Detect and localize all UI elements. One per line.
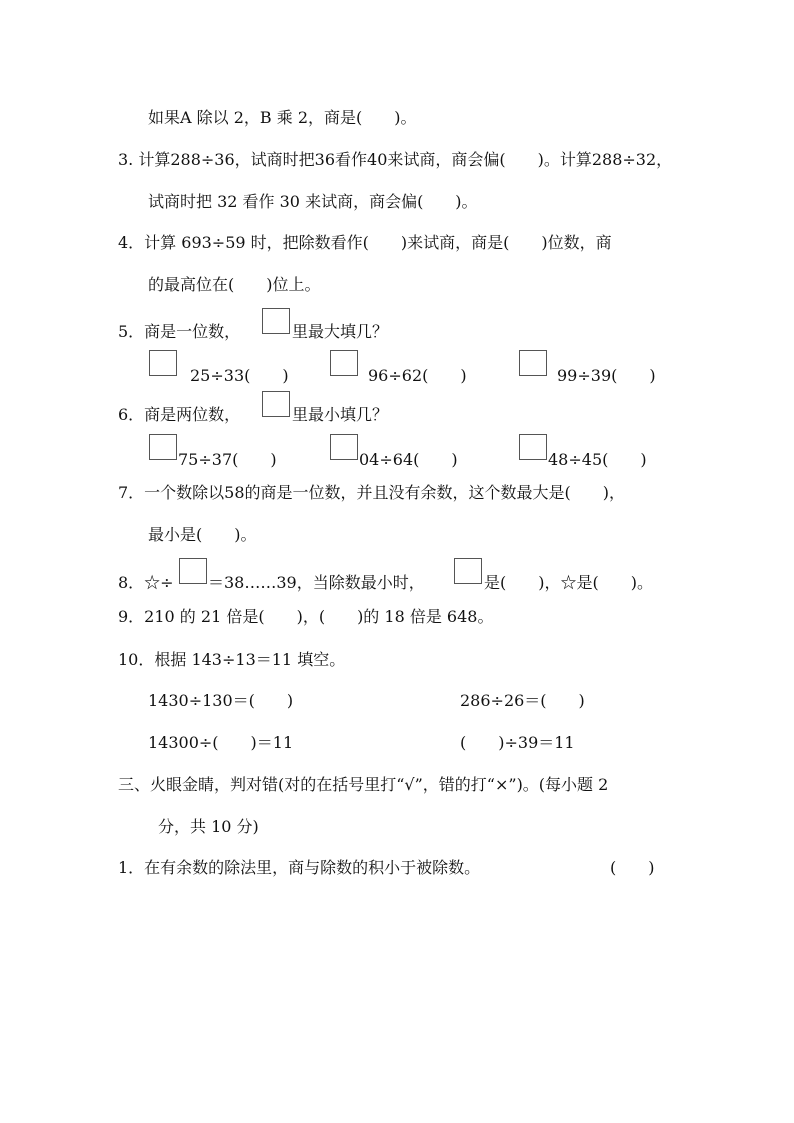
question-6-header-box xyxy=(262,391,290,417)
question-10: 10．根据 143÷13＝11 填空。 xyxy=(118,650,346,669)
question-5-prefix: 5．商是一位数， xyxy=(118,322,241,341)
question-5-box-3 xyxy=(519,350,547,376)
question-6-box-1 xyxy=(149,434,177,460)
question-4-line-2: 的最高位在( )位上。 xyxy=(148,275,321,294)
question-5-box-2 xyxy=(330,350,358,376)
section-3-question-1-answer-paren: ( ) xyxy=(610,858,655,877)
question-9: 9．210 的 21 倍是( )，( )的 18 倍是 648。 xyxy=(118,607,494,626)
question-8-prefix: 8．☆÷ xyxy=(118,573,174,592)
question-10-item-a: 1430÷130＝( ) xyxy=(148,691,294,710)
section-3-heading-line-2: 分，共 10 分) xyxy=(158,817,259,836)
question-6-suffix: 里最小填几？ xyxy=(292,405,389,424)
question-5-item-1: 25÷33( ) xyxy=(190,366,289,385)
question-7-line-1: 7．一个数除以58的商是一位数，并且没有余数，这个数最大是( )， xyxy=(118,483,626,502)
question-6-box-3 xyxy=(519,434,547,460)
section-3-heading-line-1: 三、火眼金睛，判对错(对的在括号里打“√”，错的打“×”)。(每小题 2 xyxy=(118,775,609,794)
question-8-suffix: 是( )，☆是( )。 xyxy=(484,573,653,592)
question-5-box-1 xyxy=(149,350,177,376)
question-3-line-2: 试商时把 32 看作 30 来试商，商会偏( )。 xyxy=(148,192,478,211)
question-6-box-2 xyxy=(330,434,358,460)
question-7-line-2: 最小是( )。 xyxy=(148,525,257,544)
question-5-item-2: 96÷62( ) xyxy=(368,366,467,385)
question-6-item-2: 04÷64( ) xyxy=(359,450,458,469)
line-1: 如果A 除以 2，B 乘 2，商是( )。 xyxy=(148,108,417,127)
question-4-line-1: 4．计算 693÷59 时，把除数看作( )来试商，商是( )位数，商 xyxy=(118,233,612,252)
question-8-box-2 xyxy=(454,558,482,584)
question-5-suffix: 里最大填几？ xyxy=(292,322,389,341)
question-10-item-d: ( )÷39＝11 xyxy=(460,733,575,752)
question-6-item-3: 48÷45( ) xyxy=(548,450,647,469)
section-3-question-1: 1．在有余数的除法里，商与除数的积小于被除数。 xyxy=(118,858,481,877)
question-10-item-c: 14300÷( )＝11 xyxy=(148,733,294,752)
question-6-prefix: 6．商是两位数， xyxy=(118,405,241,424)
question-8-middle: ＝38……39，当除数最小时， xyxy=(208,573,425,592)
question-3-line-1: 3. 计算288÷36，试商时把36看作40来试商，商会偏( )。计算288÷32， xyxy=(118,150,673,169)
question-6-item-1: 75÷37( ) xyxy=(178,450,277,469)
question-5-header-box xyxy=(262,308,290,334)
question-5-item-3: 99÷39( ) xyxy=(557,366,656,385)
question-10-item-b: 286÷26＝( ) xyxy=(460,691,585,710)
question-8-box-1 xyxy=(179,558,207,584)
